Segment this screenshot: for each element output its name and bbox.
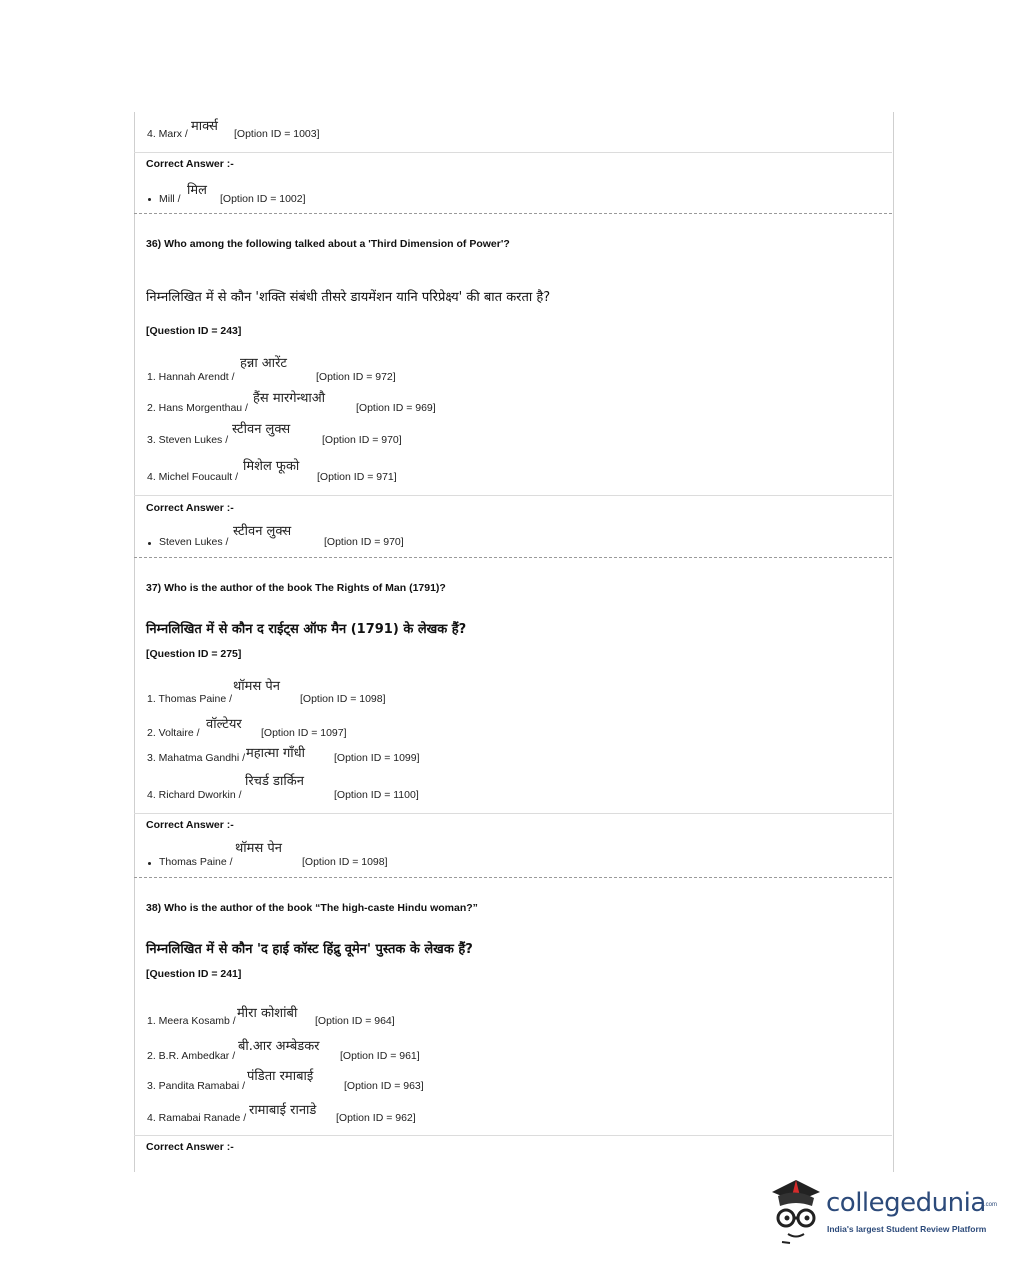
option-id: [Option ID = 969] — [356, 402, 436, 414]
option-id: [Option ID = 972] — [316, 371, 396, 383]
divider — [134, 495, 892, 496]
option-hindi: हैंस मारगेन्थाऔ — [253, 391, 326, 406]
option-english: 1. Meera Kosamb / — [147, 1015, 236, 1027]
option-english: 2. Voltaire / — [147, 727, 200, 739]
option-hindi: मीरा कोशांबी — [237, 1006, 298, 1021]
divider — [134, 813, 892, 814]
option-hindi: मिशेल फूको — [243, 459, 300, 474]
correct-answer-id: [Option ID = 970] — [324, 536, 404, 548]
option-hindi: मार्क्स — [191, 119, 218, 134]
option-english: 4. Richard Dworkin / — [147, 789, 242, 801]
option-hindi: हन्ना आरेंट — [240, 356, 287, 371]
bullet — [148, 862, 151, 865]
correct-answer-hindi: मिल — [187, 183, 207, 198]
option-english: 4. Ramabai Ranade / — [147, 1112, 247, 1124]
option-id: [Option ID = 1098] — [300, 693, 386, 705]
correct-answer-label: Correct Answer :- — [146, 158, 234, 170]
divider — [134, 1135, 892, 1136]
option-id: [Option ID = 963] — [344, 1080, 424, 1092]
logo-domain: .com — [984, 1202, 998, 1208]
bullet — [148, 198, 151, 201]
question-id: [Question ID = 243] — [146, 325, 242, 337]
correct-answer-id: [Option ID = 1002] — [220, 193, 306, 205]
correct-answer-hindi: स्टीवन लुक्स — [233, 524, 292, 539]
option-id: [Option ID = 971] — [317, 471, 397, 483]
question-38: 38) Who is the author of the book “The high-caste Hindu woman?” — [146, 902, 478, 914]
option-english: 3. Pandita Ramabai / — [147, 1080, 246, 1092]
option-id: [Option ID = 1100] — [334, 789, 419, 801]
question-id: [Question ID = 275] — [146, 648, 242, 660]
option-english: 4. Marx / — [147, 128, 188, 140]
question-separator — [134, 213, 892, 214]
option-english: 3. Mahatma Gandhi / — [147, 752, 246, 764]
option-english: 1. Hannah Arendt / — [147, 371, 235, 383]
question-38-hindi: निम्नलिखित में से कौन 'द हाई कॉस्ट हिंद्रु वूमेन' पुस्तक के लेखक हैं? — [146, 942, 473, 957]
option-hindi: रामाबाई रानाडे — [249, 1103, 317, 1118]
question-separator — [134, 557, 892, 558]
correct-answer-id: [Option ID = 1098] — [302, 856, 388, 868]
option-hindi: वॉल्टेयर — [206, 717, 242, 732]
option-english: 4. Michel Foucault / — [147, 471, 239, 483]
option-id: [Option ID = 1097] — [261, 727, 347, 739]
option-english: 2. Hans Morgenthau / — [147, 402, 248, 414]
option-id: [Option ID = 1003] — [234, 128, 320, 140]
option-id: [Option ID = 962] — [336, 1112, 416, 1124]
option-hindi: महात्मा गाँधी — [246, 746, 306, 761]
option-id: [Option ID = 961] — [340, 1050, 420, 1062]
option-hindi: स्टीवन लुक्स — [232, 422, 291, 437]
option-hindi: पंडिता रमाबाई — [247, 1069, 314, 1084]
option-hindi: थॉमस पेन — [233, 679, 280, 694]
option-id: [Option ID = 1099] — [334, 752, 420, 764]
question-37-hindi: निम्नलिखित में से कौन द राईट्स ऑफ मैन (1791) के लेखक हैं? — [146, 622, 467, 637]
logo-wordmark: collegedunia — [826, 1188, 986, 1218]
option-id: [Option ID = 964] — [315, 1015, 395, 1027]
option-hindi: बी.आर अम्बेडकर — [238, 1039, 320, 1054]
collegedunia-logo — [766, 1176, 996, 1246]
option-english: 3. Steven Lukes / — [147, 434, 229, 446]
correct-answer-label: Correct Answer :- — [146, 502, 234, 514]
correct-answer-english: Mill / — [159, 193, 181, 205]
correct-answer-english: Steven Lukes / — [159, 536, 229, 548]
correct-answer-hindi: थॉमस पेन — [235, 841, 282, 856]
question-separator — [134, 877, 892, 878]
divider — [134, 152, 892, 153]
bullet — [148, 542, 151, 545]
option-id: [Option ID = 970] — [322, 434, 402, 446]
question-37: 37) Who is the author of the book The Rights of Man (1791)? — [146, 582, 446, 594]
logo-tagline: India's largest Student Review Platform — [827, 1224, 987, 1234]
correct-answer-label: Correct Answer :- — [146, 1141, 234, 1153]
question-36: 36) Who among the following talked about a 'Third Dimension of Power'? — [146, 238, 510, 250]
mascot-icon — [766, 1176, 826, 1246]
option-english: 2. B.R. Ambedkar / — [147, 1050, 236, 1062]
correct-answer-english: Thomas Paine / — [159, 856, 233, 868]
option-english: 1. Thomas Paine / — [147, 693, 233, 705]
option-hindi: रिचर्ड डार्किन — [245, 774, 304, 789]
question-id: [Question ID = 241] — [146, 968, 242, 980]
correct-answer-label: Correct Answer :- — [146, 819, 234, 831]
question-36-hindi: निम्नलिखित में से कौन 'शक्ति संबंधी तीसरे डायमेंशन यानि परिप्रेक्ष्य' की बात करता है? — [146, 290, 551, 305]
